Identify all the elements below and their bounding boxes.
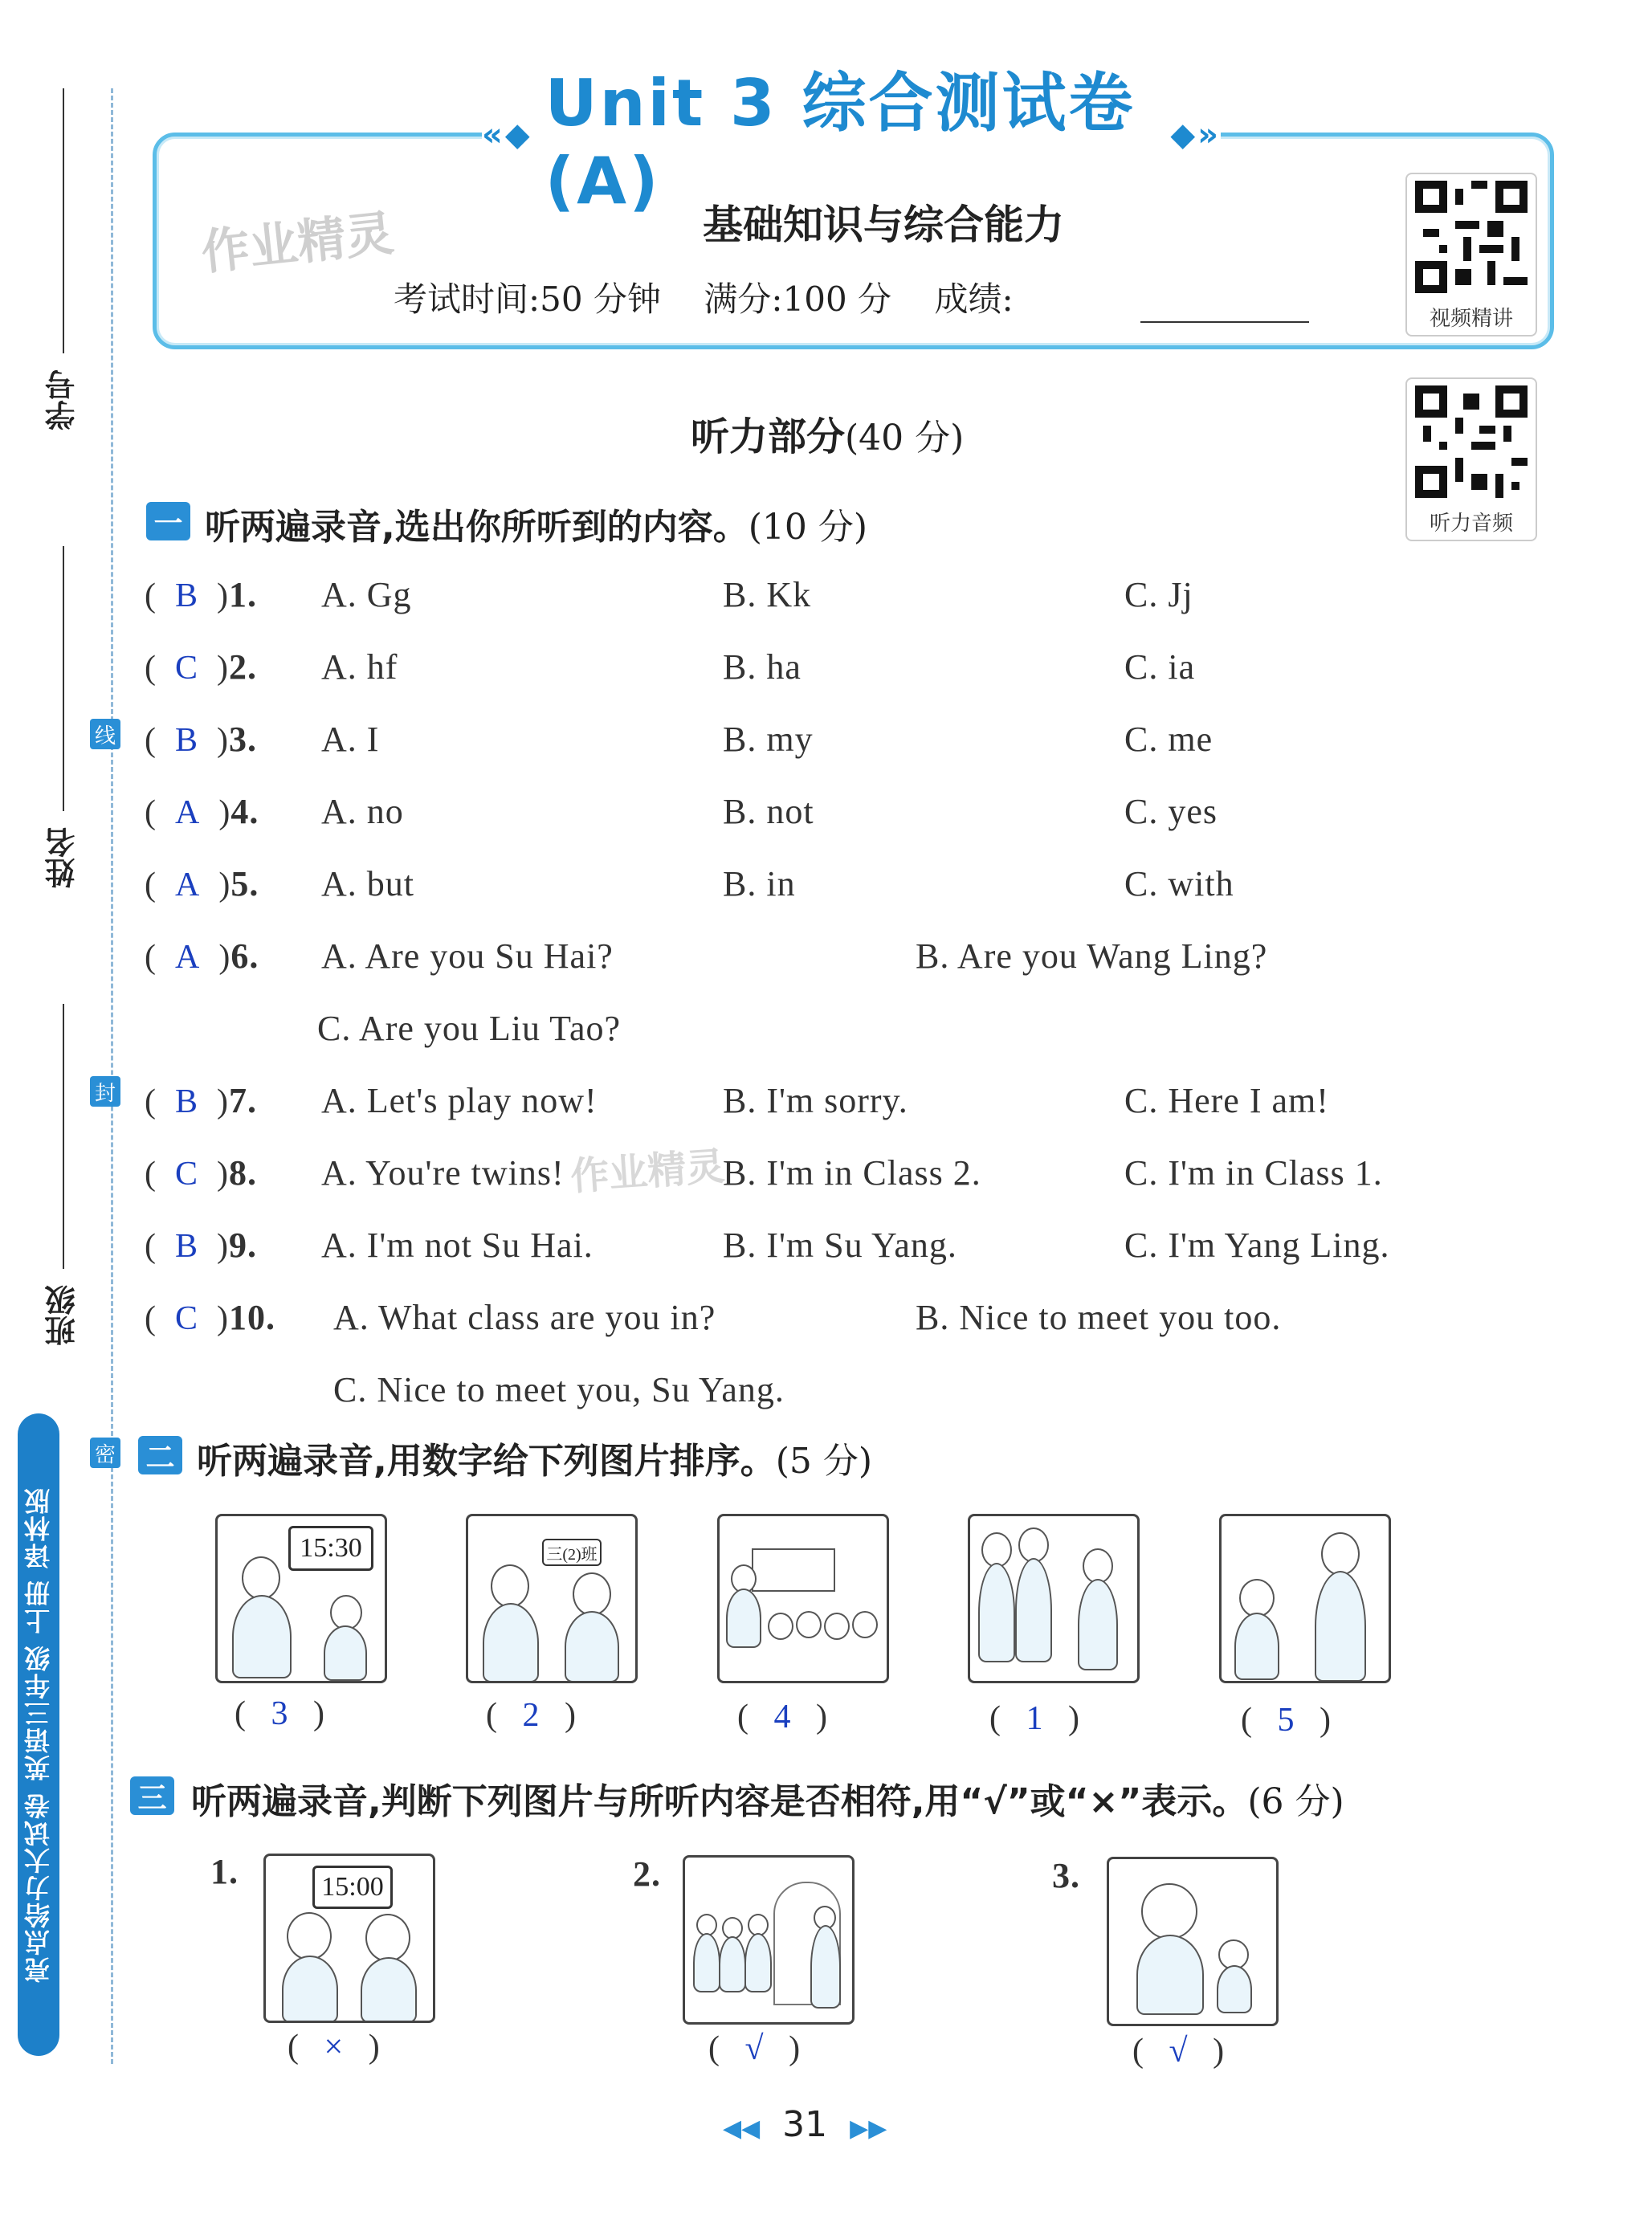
answer-bracket: ( B ) (145, 577, 230, 614)
teacher-figure (726, 1589, 761, 1648)
question-number: 3. (229, 720, 258, 759)
option-c: C. me (1124, 720, 1214, 759)
section2-instruction (197, 1432, 872, 1483)
option-c: C. yes (1124, 792, 1218, 831)
question-number: 9. (229, 1226, 258, 1265)
dense-tag: 密 (90, 1438, 120, 1468)
seal-tag: 封 (90, 1076, 120, 1107)
teacher-head (1321, 1532, 1360, 1576)
right-arrow-icon: ◆» (1170, 116, 1221, 153)
option-c: C. Nice to meet you, Su Yang. (333, 1370, 785, 1409)
s3-answer-3-value: √ (1169, 2033, 1188, 2070)
s3-answer-2: ( √ ) (708, 2030, 801, 2067)
full-score: 满分:100 分 (704, 279, 892, 319)
mouse-figure (1217, 1965, 1252, 2013)
answer-value: C (175, 1156, 199, 1193)
s2-answer-1-value: 3 (271, 1695, 288, 1732)
answer-value: C (175, 650, 199, 687)
option-b: B. I'm Su Yang. (723, 1226, 957, 1265)
s2-answer-5: ( 5 ) (1241, 1702, 1331, 1739)
s3-num-2 (633, 1854, 661, 1894)
boy-figure (978, 1563, 1015, 1662)
listening-title-text: 听力部分 (691, 414, 846, 459)
watermark: 作业精灵 (198, 205, 397, 282)
option-a: A. hf (321, 647, 398, 687)
qr-code-icon (1415, 385, 1528, 498)
s3-picture-3 (1107, 1857, 1279, 2026)
student-head (852, 1611, 878, 1638)
question-row (145, 719, 257, 760)
page-title (482, 66, 1221, 218)
answer-bracket: ( C ) (145, 1156, 230, 1193)
s3-answer-2-value: √ (744, 2030, 764, 2067)
girl-head (365, 1914, 410, 1962)
option-a: A. but (321, 864, 414, 903)
question-number: 4. (230, 792, 259, 831)
student-head (824, 1613, 850, 1640)
score-label: 成绩: (934, 279, 1014, 319)
score-blank (1140, 321, 1309, 323)
clock-display: 15:00 (312, 1866, 393, 1909)
question-row (145, 1152, 257, 1193)
video-qr-code[interactable] (1405, 173, 1537, 336)
answer-value: C (175, 1300, 199, 1337)
clock-display: 15:30 (288, 1526, 373, 1571)
option-b: B. my (723, 720, 814, 759)
s2-answer-4: ( 1 ) (989, 1700, 1079, 1737)
s2-answer-3: ( 4 ) (737, 1699, 827, 1735)
s2-answer-2-value: 2 (522, 1697, 540, 1734)
page-number: 31 (782, 2104, 828, 2145)
girl-head (573, 1572, 611, 1616)
section2-number: 二 (138, 1436, 182, 1474)
option-b: B. Nice to meet you too. (916, 1298, 1282, 1337)
teacher-figure (232, 1595, 292, 1678)
listening-title (691, 406, 964, 461)
s3-picture-2 (683, 1855, 855, 2025)
option-a: A. You're twins! (321, 1153, 565, 1193)
question-row (145, 646, 257, 687)
option-a: A. I (321, 720, 380, 759)
option-b: B. ha (723, 647, 802, 687)
answer-bracket: ( B ) (145, 1228, 230, 1265)
qr-code-icon (1415, 181, 1528, 293)
section1-text: 听两遍录音,选出你所听到的内容。 (205, 507, 748, 548)
section3-text: 听两遍录音,判断下列图片与所听内容是否相符,用“√”或“×”表示。 (191, 1781, 1248, 1822)
s3-answer-1: ( × ) (288, 2029, 380, 2066)
answer-value: A (175, 867, 201, 903)
section1-instruction (205, 498, 867, 549)
s3-num-3-text: 3. (1052, 1856, 1080, 1895)
question-row (145, 1297, 275, 1338)
girl-figure (1078, 1579, 1118, 1670)
option-c: C. I'm Yang Ling. (1124, 1226, 1390, 1265)
question-number: 7. (229, 1081, 258, 1120)
s2-picture-5 (1219, 1514, 1391, 1683)
answer-value: A (175, 794, 201, 831)
s3-answer-1-value: × (324, 2029, 344, 2066)
teacher-head (242, 1556, 280, 1600)
section3-points: (6 分) (1247, 1781, 1344, 1822)
section3-instruction (191, 1772, 1344, 1824)
s2-answer-3-value: 4 (773, 1699, 791, 1735)
question-row (145, 574, 257, 615)
option-a: A. Let's play now! (321, 1081, 598, 1120)
student-id-label: 学号 (45, 369, 80, 430)
question-row (145, 1080, 257, 1121)
option-b: B. Kk (723, 575, 812, 614)
child-figure (693, 1933, 720, 1992)
s2-answer-2: ( 2 ) (486, 1697, 576, 1734)
series-label: 亮点给力大试卷 英语三年级 上册 译林版 (18, 1413, 59, 2056)
answer-bracket: ( C ) (145, 650, 230, 687)
question-number: 5. (230, 864, 259, 903)
option-a: A. no (321, 792, 404, 831)
student-head (768, 1613, 793, 1640)
question-number: 8. (229, 1153, 258, 1193)
section1-number: 一 (146, 502, 190, 540)
answer-bracket: ( A ) (145, 939, 231, 976)
answer-bracket: ( B ) (145, 722, 230, 759)
boy-figure (1234, 1613, 1279, 1680)
class-sign: 三(2)班 (542, 1539, 602, 1566)
answer-bracket: ( B ) (145, 1083, 230, 1120)
s2-picture-1 (215, 1514, 387, 1683)
answer-value: B (175, 577, 199, 614)
girl-figure (282, 1956, 338, 2023)
question-row (145, 936, 259, 977)
section1-points: (10 分) (748, 507, 868, 548)
s3-answer-3: ( √ ) (1132, 2033, 1225, 2070)
answer-value: B (175, 1083, 199, 1120)
s2-answer-1: ( 3 ) (235, 1695, 324, 1732)
audio-qr-code[interactable] (1405, 377, 1537, 541)
watermark: 作业精灵 (569, 1144, 727, 1200)
name-line (63, 546, 64, 811)
option-c: C. with (1124, 864, 1234, 903)
answer-bracket: ( A ) (145, 794, 231, 831)
question-row (145, 863, 259, 904)
option-b: B. not (723, 792, 814, 831)
option-b: B. in (723, 864, 796, 903)
option-b: B. I'm in Class 2. (723, 1153, 981, 1193)
listening-points: (40 分) (845, 418, 965, 459)
girl-figure (361, 1957, 417, 2023)
answer-bracket: ( A ) (145, 867, 231, 903)
s3-num-2-text: 2. (633, 1854, 661, 1894)
section2-text: 听两遍录音,用数字给下列图片排序。 (197, 1441, 776, 1482)
question-number: 10. (229, 1298, 276, 1337)
teacher-figure (810, 1925, 841, 2009)
blackboard (752, 1548, 835, 1592)
answer-value: A (175, 939, 201, 976)
option-c: C. I'm in Class 1. (1124, 1153, 1383, 1193)
question-number: 2. (229, 647, 258, 687)
cat-figure (1136, 1935, 1204, 2015)
line-tag: 线 (90, 719, 120, 749)
student-head (796, 1611, 822, 1638)
option-c: C. Jj (1124, 575, 1193, 614)
student-id-line (63, 88, 64, 353)
option-c: C. Are you Liu Tao? (317, 1009, 622, 1048)
option-a: A. Gg (321, 575, 412, 614)
question-number: 6. (230, 936, 259, 976)
girl-figure (324, 1625, 367, 1681)
exam-time: 考试时间:50 分钟 (394, 279, 661, 319)
option-c: C. ia (1124, 647, 1196, 687)
answer-value: B (175, 722, 199, 759)
name-label: 姓名 (45, 827, 80, 888)
section3-number: 三 (130, 1776, 174, 1815)
s3-picture-1 (263, 1854, 435, 2023)
girl-figure (483, 1603, 539, 1682)
qr-audio-label: 听力音频 (1429, 512, 1513, 536)
s3-num-3 (1052, 1855, 1080, 1896)
option-a: A. What class are you in? (333, 1298, 716, 1337)
child-figure (719, 1936, 746, 1992)
subtitle: 基础知识与综合能力 (703, 202, 1064, 248)
answer-bracket: ( C ) (145, 1300, 230, 1337)
cat-head (1141, 1883, 1197, 1939)
class-line (63, 1004, 64, 1269)
teacher-figure (1315, 1571, 1366, 1682)
s2-answer-5-value: 5 (1277, 1702, 1295, 1739)
boy-head (1239, 1579, 1275, 1617)
question-row (145, 1225, 257, 1266)
s2-picture-2 (466, 1514, 638, 1683)
exam-info (394, 273, 1014, 321)
class-label: 班级 (45, 1285, 80, 1346)
option-a: A. I'm not Su Hai. (321, 1226, 593, 1265)
s2-answer-4-value: 1 (1026, 1700, 1043, 1737)
girl-head (491, 1564, 529, 1608)
s3-num-1-text: 1. (210, 1852, 239, 1891)
answer-value: B (175, 1228, 199, 1265)
option-a: A. Are you Su Hai? (321, 936, 614, 976)
boy-figure (1015, 1558, 1052, 1662)
question-number: 1. (229, 575, 258, 614)
s2-picture-4 (968, 1514, 1140, 1683)
s3-num-1 (210, 1851, 239, 1892)
child-figure (744, 1933, 772, 1992)
s2-picture-3 (717, 1514, 889, 1683)
right-arrow-icon: ▶▶ (850, 2115, 887, 2143)
girl-head (287, 1912, 332, 1960)
option-b: B. I'm sorry. (723, 1081, 908, 1120)
qr-video-label: 视频精讲 (1429, 307, 1513, 331)
option-c: C. Here I am! (1124, 1081, 1329, 1120)
question-row (145, 791, 259, 832)
option-b: B. Are you Wang Ling? (916, 936, 1268, 976)
title-text: Unit 3 综合测试卷(A) (545, 66, 1136, 218)
section2-points: (5 分) (775, 1441, 873, 1482)
left-arrow-icon: «◆ (482, 116, 532, 153)
page-footer (723, 2104, 887, 2145)
girl-figure (565, 1611, 619, 1682)
left-arrow-icon: ◀◀ (723, 2115, 761, 2143)
